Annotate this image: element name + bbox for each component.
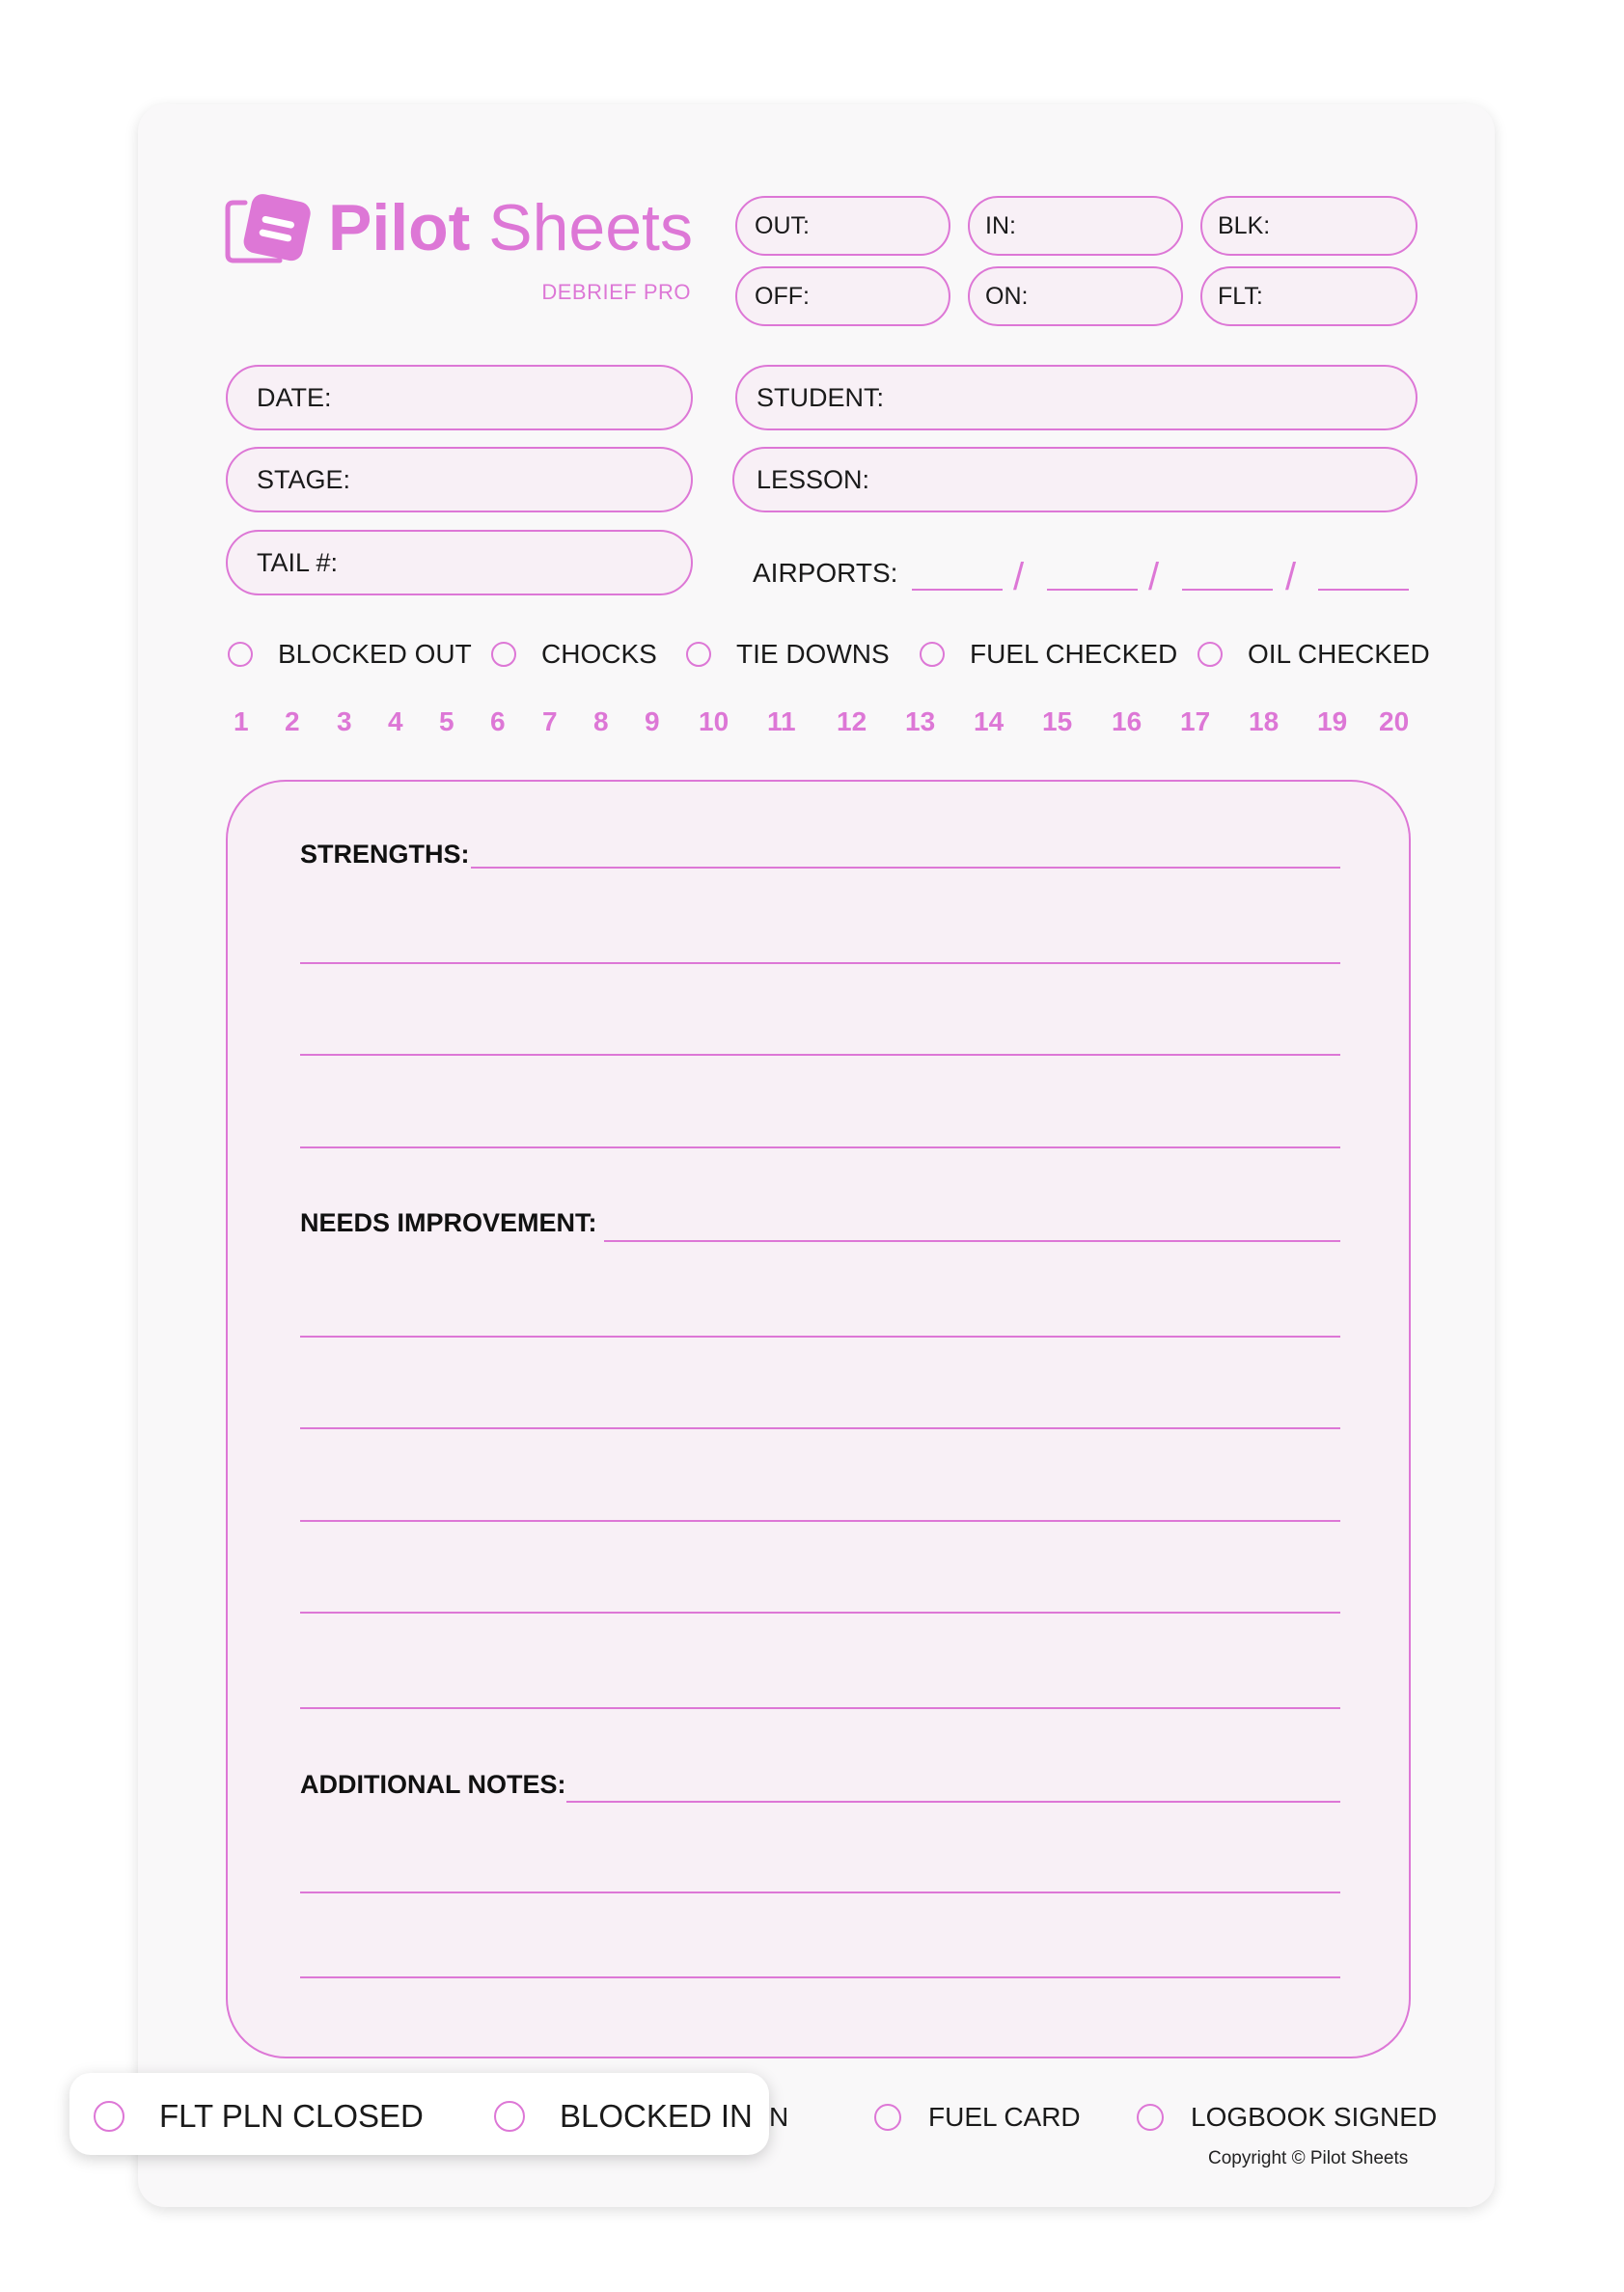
in-label: IN: bbox=[985, 211, 1016, 239]
check-chocks[interactable] bbox=[491, 639, 657, 670]
checkbox-circle-icon[interactable] bbox=[94, 2101, 124, 2132]
number-6[interactable]: 6 bbox=[490, 706, 506, 736]
checkbox-circle-icon[interactable] bbox=[494, 2101, 525, 2132]
lesson-field[interactable] bbox=[732, 447, 1418, 512]
number-19[interactable]: 19 bbox=[1317, 706, 1348, 736]
check-label: FUEL CARD bbox=[928, 2102, 1081, 2132]
out-label: OUT: bbox=[755, 211, 810, 239]
airport-separator: / bbox=[1285, 556, 1297, 598]
number-16[interactable]: 16 bbox=[1112, 706, 1142, 736]
checkbox-circle-icon[interactable] bbox=[686, 642, 711, 667]
writing-line[interactable] bbox=[300, 1054, 1340, 1056]
writing-line[interactable] bbox=[300, 1892, 1340, 1893]
writing-line[interactable] bbox=[566, 1801, 1340, 1803]
stage-field[interactable] bbox=[226, 447, 693, 512]
number-14[interactable]: 14 bbox=[974, 706, 1005, 736]
flt-label: FLT: bbox=[1218, 282, 1263, 310]
check-blocked-in[interactable] bbox=[494, 2098, 753, 2135]
checkbox-circle-icon[interactable] bbox=[1197, 642, 1223, 667]
number-15[interactable]: 15 bbox=[1042, 706, 1073, 736]
date-label: DATE: bbox=[257, 382, 332, 412]
strengths-label: STRENGTHS: bbox=[300, 840, 470, 869]
notes-box bbox=[226, 780, 1411, 2058]
blk-field[interactable] bbox=[1200, 196, 1418, 256]
number-13[interactable]: 13 bbox=[905, 706, 936, 736]
writing-line[interactable] bbox=[300, 1612, 1340, 1614]
tail-number-label: TAIL #: bbox=[257, 547, 339, 577]
off-label: OFF: bbox=[755, 282, 810, 310]
number-5[interactable]: 5 bbox=[439, 706, 454, 736]
brand-name: Pilot Sheets bbox=[328, 191, 693, 264]
checkbox-circle-icon[interactable] bbox=[874, 2104, 901, 2131]
check-oil-checked[interactable] bbox=[1197, 639, 1430, 670]
writing-line[interactable] bbox=[300, 1520, 1340, 1522]
student-label: STUDENT: bbox=[757, 382, 885, 412]
date-field[interactable] bbox=[226, 365, 693, 430]
airport-4-line[interactable] bbox=[1318, 589, 1409, 591]
checkbox-circle-icon[interactable] bbox=[920, 642, 945, 667]
number-8[interactable]: 8 bbox=[593, 706, 609, 736]
number-9[interactable]: 9 bbox=[645, 706, 660, 736]
writing-line[interactable] bbox=[300, 1146, 1340, 1148]
number-7[interactable]: 7 bbox=[542, 706, 558, 736]
checkbox-circle-icon[interactable] bbox=[491, 642, 516, 667]
writing-line[interactable] bbox=[300, 1976, 1340, 1978]
additional-notes-label: ADDITIONAL NOTES: bbox=[300, 1770, 566, 1799]
needs-improvement-label: NEEDS IMPROVEMENT: bbox=[300, 1208, 597, 1237]
airport-3-line[interactable] bbox=[1182, 589, 1273, 591]
writing-line[interactable] bbox=[300, 1707, 1340, 1709]
check-blocked-out[interactable] bbox=[228, 639, 472, 670]
pilot-sheets-logo-icon bbox=[224, 191, 313, 264]
writing-line[interactable] bbox=[604, 1240, 1340, 1242]
copyright: Copyright © Pilot Sheets bbox=[1208, 2148, 1409, 2168]
check-label: TIE DOWNS bbox=[736, 639, 890, 669]
airports-label: AIRPORTS: bbox=[753, 558, 898, 588]
brand-subtitle: DEBRIEF PRO bbox=[541, 280, 691, 304]
number-20[interactable]: 20 bbox=[1379, 706, 1410, 736]
on-field[interactable] bbox=[968, 266, 1183, 326]
check-label: FUEL CHECKED bbox=[970, 639, 1178, 669]
check-tie-downs[interactable] bbox=[686, 639, 890, 670]
blk-label: BLK: bbox=[1218, 211, 1271, 239]
check-label: LOGBOOK SIGNED bbox=[1191, 2102, 1438, 2132]
number-1[interactable]: 1 bbox=[234, 706, 249, 736]
check-fuel-card[interactable] bbox=[874, 2102, 1081, 2133]
off-field[interactable] bbox=[735, 266, 950, 326]
stage-label: STAGE: bbox=[257, 464, 351, 494]
flt-field[interactable] bbox=[1200, 266, 1418, 326]
on-label: ON: bbox=[985, 282, 1029, 310]
airport-1-line[interactable] bbox=[912, 589, 1003, 591]
number-12[interactable]: 12 bbox=[837, 706, 867, 736]
number-3[interactable]: 3 bbox=[337, 706, 352, 736]
check-label: CHOCKS bbox=[541, 639, 657, 669]
writing-line[interactable] bbox=[471, 867, 1340, 869]
check-partial-hidden bbox=[769, 2102, 788, 2133]
number-11[interactable]: 11 bbox=[767, 706, 796, 736]
check-label: N bbox=[769, 2102, 789, 2132]
tail-number-field[interactable] bbox=[226, 530, 693, 595]
check-flt-pln-closed[interactable] bbox=[94, 2098, 424, 2135]
airport-separator: / bbox=[1148, 556, 1160, 598]
out-field[interactable] bbox=[735, 196, 950, 256]
airport-2-line[interactable] bbox=[1047, 589, 1138, 591]
number-18[interactable]: 18 bbox=[1249, 706, 1280, 736]
check-logbook-signed[interactable] bbox=[1137, 2102, 1437, 2133]
airport-separator: / bbox=[1013, 556, 1025, 598]
check-label: FLT PLN CLOSED bbox=[159, 2098, 424, 2134]
number-17[interactable]: 17 bbox=[1180, 706, 1211, 736]
number-10[interactable]: 10 bbox=[699, 706, 729, 736]
check-fuel-checked[interactable] bbox=[920, 639, 1177, 670]
writing-line[interactable] bbox=[300, 1336, 1340, 1338]
check-label: OIL CHECKED bbox=[1248, 639, 1430, 669]
number-4[interactable]: 4 bbox=[388, 706, 403, 736]
student-field[interactable] bbox=[735, 365, 1418, 430]
check-label: BLOCKED OUT bbox=[278, 639, 472, 669]
number-2[interactable]: 2 bbox=[285, 706, 300, 736]
checkbox-circle-icon[interactable] bbox=[228, 642, 253, 667]
check-label: BLOCKED IN bbox=[560, 2098, 753, 2134]
lesson-label: LESSON: bbox=[757, 464, 870, 494]
checkbox-circle-icon[interactable] bbox=[1137, 2104, 1164, 2131]
in-field[interactable] bbox=[968, 196, 1183, 256]
writing-line[interactable] bbox=[300, 962, 1340, 964]
writing-line[interactable] bbox=[300, 1427, 1340, 1429]
